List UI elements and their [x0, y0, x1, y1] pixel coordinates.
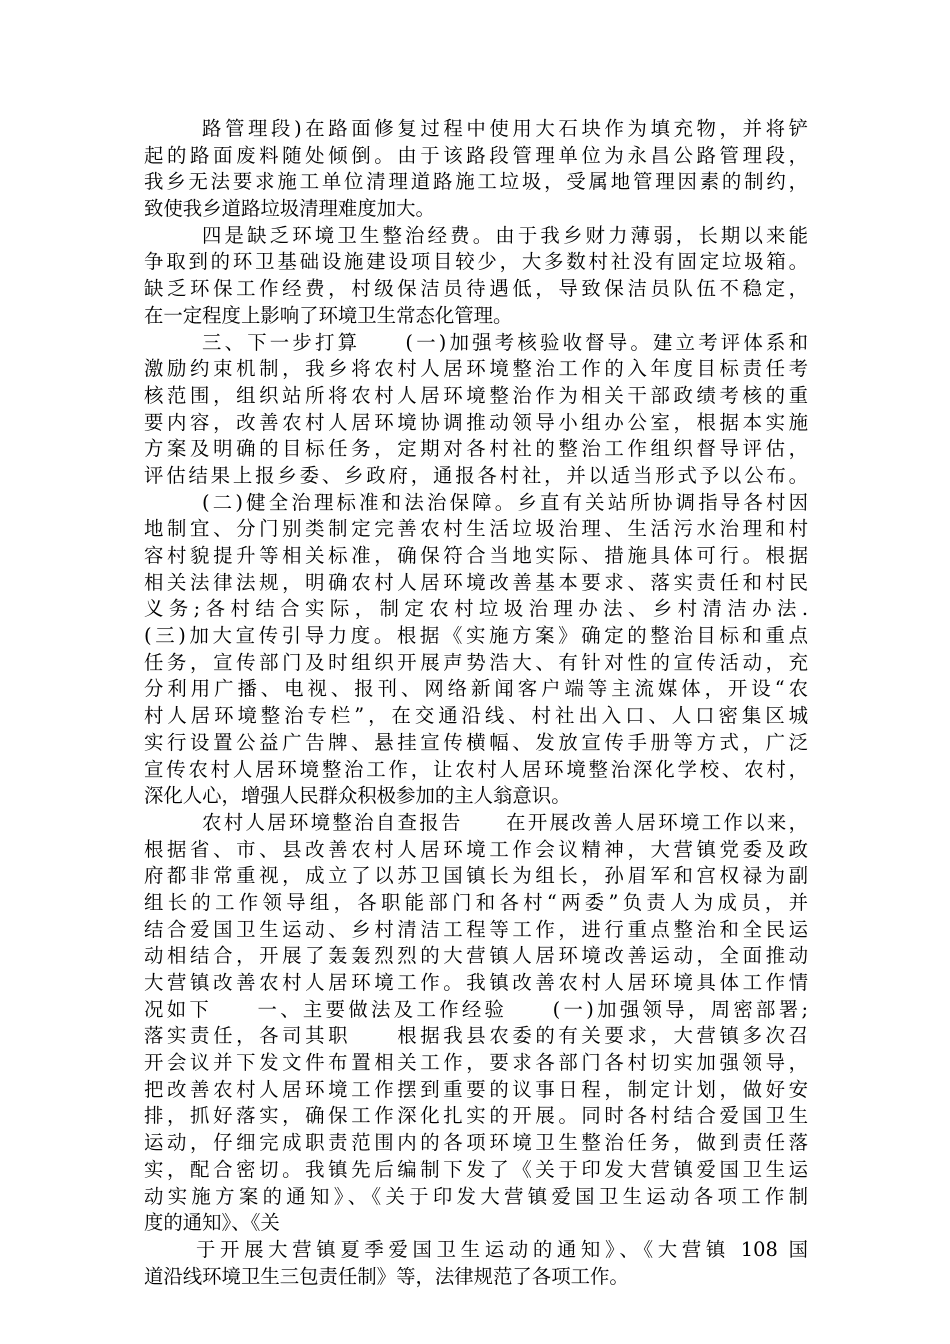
text-line: 大营镇改善农村人居环境工作。我镇改善农村人居环境具体工作情 — [144, 971, 808, 994]
document-body — [144, 116, 808, 1290]
text-line: 三、下一步打算 (一)加强考核验收督导。建立考评体系和 — [202, 330, 808, 354]
paragraph-lack-of-funds — [144, 223, 808, 330]
text-line: 在一定程度上影响了环境卫生常态化管理。 — [144, 303, 513, 327]
text-line: 宣传农村人居环境整治工作，让农村人居环境整治深化学校、农村， — [144, 757, 808, 781]
text-line: 任务，宣传部门及时组织开展声势浩大、有针对性的宣传活动，充 — [144, 650, 808, 674]
text-line: 根据省、市、县改善农村人居环境工作会议精神，大营镇党委及政 — [144, 837, 808, 861]
text-line: (三)加大宣传引导力度。根据《实施方案》确定的整治目标和重点 — [144, 624, 808, 648]
text-line: 义务;各村结合实际，制定农村垃圾治理办法、乡村清洁办法. — [144, 597, 808, 621]
text-line: 动实施方案的通知》、《关于印发大营镇爱国卫生运动各项工作制 — [144, 1184, 808, 1208]
text-line: 争取到的环卫基础设施建设项目较少，大多数村社没有固定垃圾箱。 — [144, 250, 808, 274]
text-line: 分利用广播、电视、报刊、网络新闻客户端等主流媒体，开设“农 — [144, 677, 808, 701]
text-line: 道沿线环境卫生三包责任制》等，法律规范了各项工作。 — [144, 1264, 629, 1288]
text-line: 地制宜、分门别类制定完善农村生活垃圾治理、生活污水治理和村 — [144, 517, 808, 541]
text-line: 相关法律法规，明确农村人居环境改善基本要求、落实责任和村民 — [144, 570, 808, 594]
paragraph-road-debris — [144, 116, 808, 223]
text-line: 于开展大营镇夏季爱国卫生运动的通知》、《大营镇 108 国 — [196, 1237, 808, 1261]
paragraph-standards — [144, 490, 808, 810]
text-line: 开会议并下发文件布置相关工作，要求各部门各村切实加强领导， — [144, 1051, 808, 1075]
text-line: 况如下 一、主要做法及工作经验 (一)加强领导，周密部署; — [144, 997, 808, 1021]
text-line: (二)健全治理标准和法治保障。乡直有关站所协调指导各村因 — [202, 490, 808, 514]
text-line: 落实责任，各司其职 根据我县农委的有关要求，大营镇多次召 — [144, 1024, 808, 1048]
text-line: 实行设置公益广告牌、悬挂宣传横幅、发放宣传手册等方式，广泛 — [144, 730, 808, 754]
text-line: 府都非常重视，成立了以苏卫国镇长为组长，孙眉军和宫权禄为副 — [144, 864, 808, 888]
text-line: 深化人心，增强人民群众积极参加的主人翁意识。 — [144, 784, 571, 808]
text-line: 评估结果上报乡委、乡政府，通报各村社，并以适当形式予以公布。 — [144, 463, 808, 487]
text-line: 排，抓好落实，确保工作深化扎实的开展。同时各村结合爱国卫生 — [144, 1104, 808, 1128]
text-line: 组长的工作领导组，各职能部门和各村“两委”负责人为成员，并 — [144, 890, 808, 914]
text-line: 方案及明确的目标任务，定期对各村社的整治工作组织督导评估， — [144, 437, 808, 461]
text-line: 容村貌提升等相关标准，确保符合当地实际、措施具体可行。根据 — [144, 544, 808, 567]
text-line: 致使我乡道路垃圾清理难度加大。 — [144, 197, 435, 221]
text-line: 度的通知》、《关 — [144, 1211, 280, 1235]
text-line: 村人居环境整治专栏”，在交通沿线、村社出入口、人口密集区城 — [144, 704, 808, 728]
text-line: 动相结合，开展了轰轰烈烈的大营镇人居环境改善运动，全面推动 — [144, 944, 808, 968]
text-line: 起的路面废料随处倾倒。由于该路段管理单位为永昌公路管理段， — [144, 143, 808, 167]
text-line: 激励约束机制，我乡将农村人居环境整治工作的入年度目标责任考 — [144, 357, 808, 381]
paragraph-self-inspection-report — [144, 810, 808, 1237]
text-line: 路管理段)在路面修复过程中使用大石块作为填充物，并将铲 — [202, 117, 808, 140]
text-line: 运动，仔细完成职责范围内的各项环境卫生整治任务，做到责任落 — [144, 1131, 808, 1155]
paragraph-next-steps — [144, 330, 808, 490]
text-line: 核范围，组织站所将农村人居环境整治作为相关干部政绩考核的重 — [144, 383, 808, 407]
text-line: 把改善农村人居环境工作摆到重要的议事日程，制定计划，做好安 — [144, 1077, 808, 1101]
paragraph-continuation — [144, 1237, 808, 1290]
text-line: 四是缺乏环境卫生整治经费。由于我乡财力薄弱，长期以来能 — [202, 223, 808, 247]
text-line: 结合爱国卫生运动、乡村清洁工程等工作，进行重点整治和全民运 — [144, 917, 808, 941]
text-line: 我乡无法要求施工单位清理道路施工垃圾，受属地管理因素的制约， — [144, 170, 808, 194]
text-line: 实，配合密切。我镇先后编制下发了《关于印发大营镇爱国卫生运 — [144, 1157, 808, 1181]
text-line: 农村人居环境整治自查报告 在开展改善人居环境工作以来， — [202, 810, 808, 834]
text-line: 缺乏环保工作经费，村级保洁员待遇低，导致保洁员队伍不稳定， — [144, 277, 808, 301]
text-line: 要内容，改善农村人居环境协调推动领导小组办公室，根据本实施 — [144, 410, 808, 434]
